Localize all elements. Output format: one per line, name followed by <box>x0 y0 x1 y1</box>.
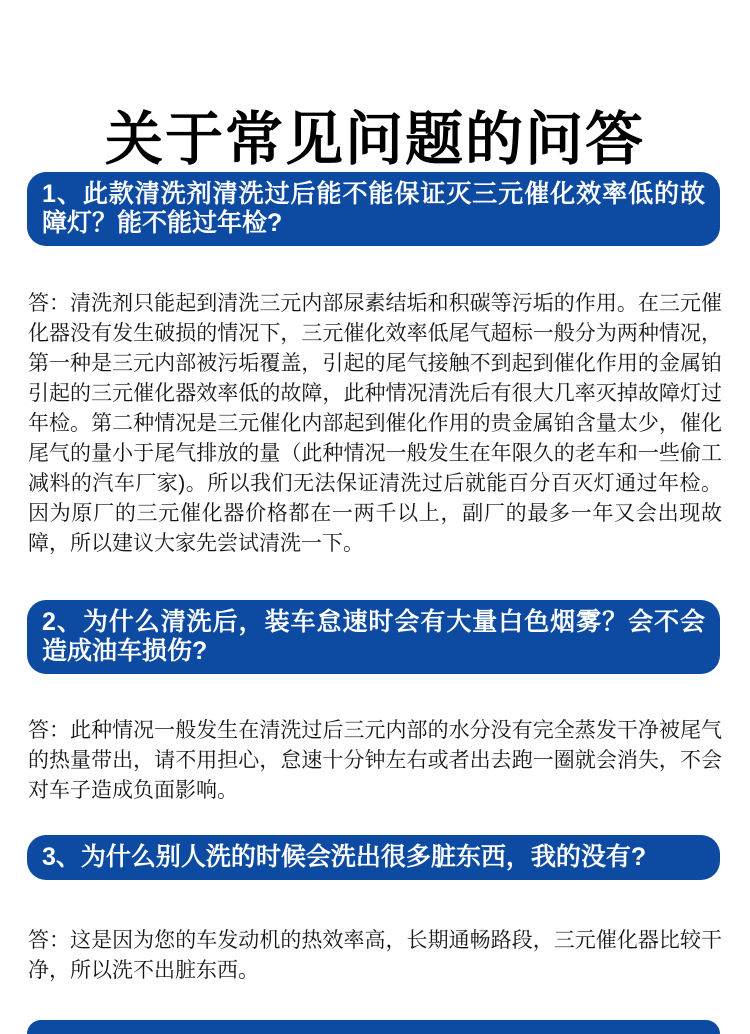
faq3-answer-text: 答：这是因为您的车发动机的热效率高，长期通畅路段，三元催化器比较干净，所以洗不出脏东西。 <box>28 929 722 982</box>
page-title: 关于常见问题的问答 <box>104 106 645 172</box>
faq1-question-banner: 1、此款清洗剂清洗过后能不能保证灭三元催化效率低的故障灯？能不能过年检? <box>27 172 720 246</box>
faq4-question-banner-partial <box>27 1020 720 1034</box>
faq1-answer-text: 答：清洗剂只能起到清洗三元内部尿素结垢和积碳等污垢的作用。在三元催化器没有发生破损的情况下，三元催化效率低尾气超标一般分为两种情况，第一种是三元内部被污垢覆盖，引起的尾气接触不到起到催化作用的金属铂引起的三元催化器效率低的故障，此种情况清洗后有很大几率灭掉故障灯过年检。第二种情况是三元催化内部起到催化作用的贵金属铂含量太少，催化尾气的量小于尾气排放的量（此种情况一般发生在年限久的老车和一些偷工减料的汽车厂家)。所以我们无法保证清洗过后就能百分百灭灯通过年检。因为原厂的三元催化器价格都在一两千以上，副厂的最多一年又会出现故障，所以建议大家先尝试清洗一下。 <box>28 292 722 555</box>
faq2-question-banner: 2、为什么清洗后，装车怠速时会有大量白色烟雾？会不会造成油车损伤? <box>27 600 720 674</box>
faq2-answer-text: 答：此种情况一般发生在清洗过后三元内部的水分没有完全蒸发干净被尾气的热量带出，请不用担心，怠速十分钟左右或者出去跑一圈就会消失，不会对车子造成负面影响。 <box>28 719 722 802</box>
faq3-question-banner: 3、为什么别人洗的时候会洗出很多脏东西，我的没有? <box>27 835 720 880</box>
